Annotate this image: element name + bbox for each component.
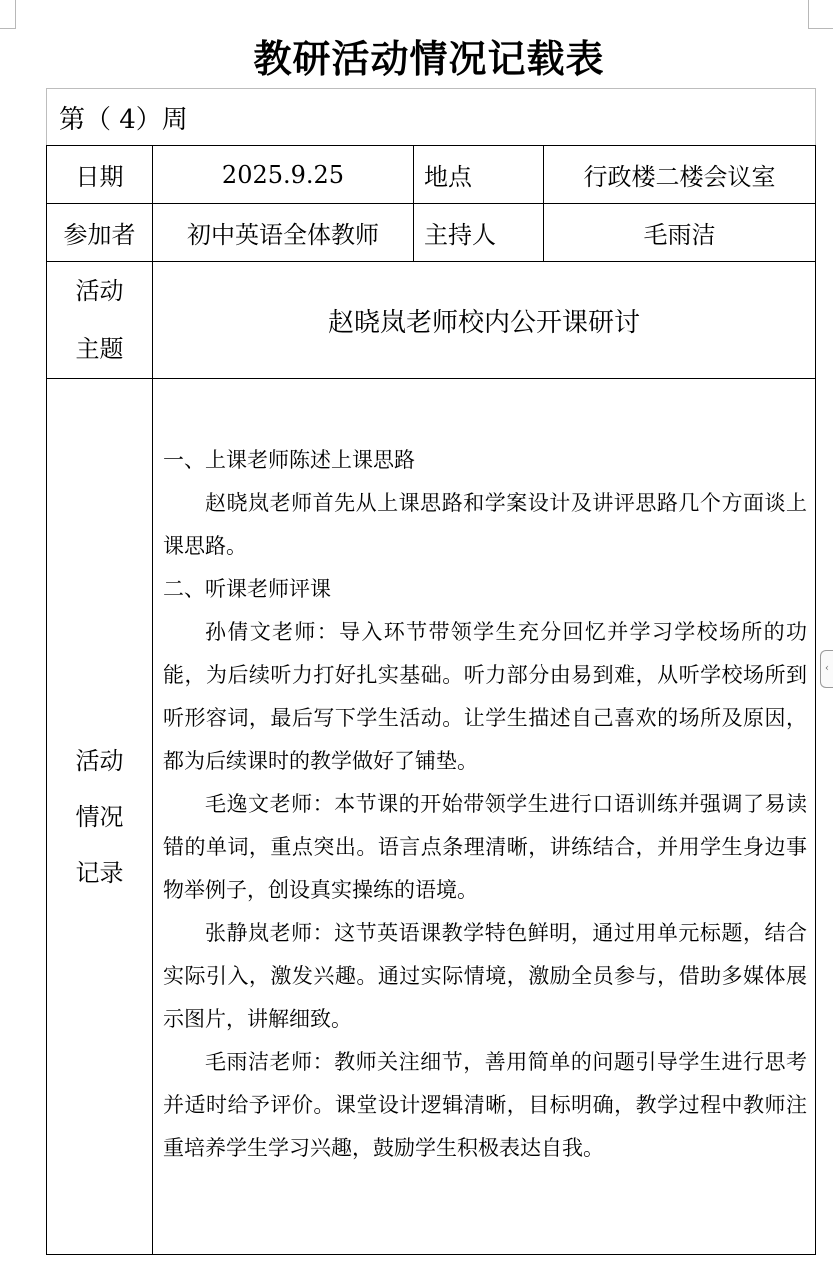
- topic-label-line-1: 活动: [75, 277, 124, 305]
- document-title: 教研活动情况记载表: [253, 36, 605, 81]
- record-label-line-2: 情况: [75, 802, 124, 831]
- record-paragraph: 毛逸文老师：本节课的开始带领学生进行口语训练并强调了易读错的单词，重点突出。语言点条理清晰，讲练结合，并用学生身边事物举例子，创设真实操练的语境。: [163, 792, 807, 902]
- date-label: 日期: [47, 146, 153, 204]
- record-label-line-1: 活动: [75, 746, 124, 775]
- record-paragraph: 张静岚老师：这节英语课教学特色鲜明，通过用单元标题，结合实际引入，激发兴趣。通过实际情境，激励全员参与，借助多媒体展示图片，讲解细致。: [163, 921, 807, 1031]
- topic-label-line-2: 主题: [75, 335, 124, 363]
- host-value: 毛雨洁: [544, 204, 816, 262]
- side-panel-toggle[interactable]: [820, 650, 833, 688]
- record-paragraph: 赵晓岚老师首先从上课思路和学案设计及讲评思路几个方面谈上课思路。: [163, 491, 807, 558]
- record-table: [46, 88, 816, 1255]
- chevron-left-icon: ‹: [825, 663, 829, 674]
- record-label-line-3: 记录: [75, 858, 124, 887]
- record-heading-1: 一、上课老师陈述上课思路: [163, 448, 415, 472]
- record-body: [153, 379, 816, 1255]
- location-value: 行政楼二楼会议室: [544, 146, 816, 204]
- topic-label-cell: [47, 262, 153, 379]
- week-cell: 第（ 4）周: [47, 89, 816, 146]
- location-label: 地点: [414, 146, 544, 204]
- week-row: [47, 89, 816, 146]
- participants-value: 初中英语全体教师: [153, 204, 414, 262]
- topic-value: 赵晓岚老师校内公开课研讨: [153, 262, 816, 379]
- participants-host-row: [47, 204, 816, 262]
- record-row: [47, 379, 816, 1255]
- topic-row: [47, 262, 816, 379]
- participants-label: 参加者: [47, 204, 153, 262]
- crop-mark-top-left-vertical: [15, 0, 16, 28]
- date-location-row: [47, 146, 816, 204]
- crop-mark-top-right-vertical: [808, 0, 809, 28]
- host-label: 主持人: [414, 204, 544, 262]
- record-paragraph: 毛雨洁老师：教师关注细节，善用简单的问题引导学生进行思考并适时给予评价。课堂设计逻辑清晰，目标明确，教学过程中教师注重培养学生学习兴趣，鼓励学生积极表达自我。: [163, 1050, 807, 1160]
- date-value: 2025.9.25: [153, 146, 414, 204]
- record-heading-2: 二、听课老师评课: [163, 577, 331, 601]
- record-paragraph: 孙倩文老师：导入环节带领学生充分回忆并学习学校场所的功能，为后续听力打好扎实基础。听力部分由易到难，从听学校场所到听形容词，最后写下学生活动。让学生描述自己喜欢的场所及原因，都为后续课时的教学做好了铺垫。: [163, 620, 807, 773]
- record-label-cell: [47, 379, 153, 1255]
